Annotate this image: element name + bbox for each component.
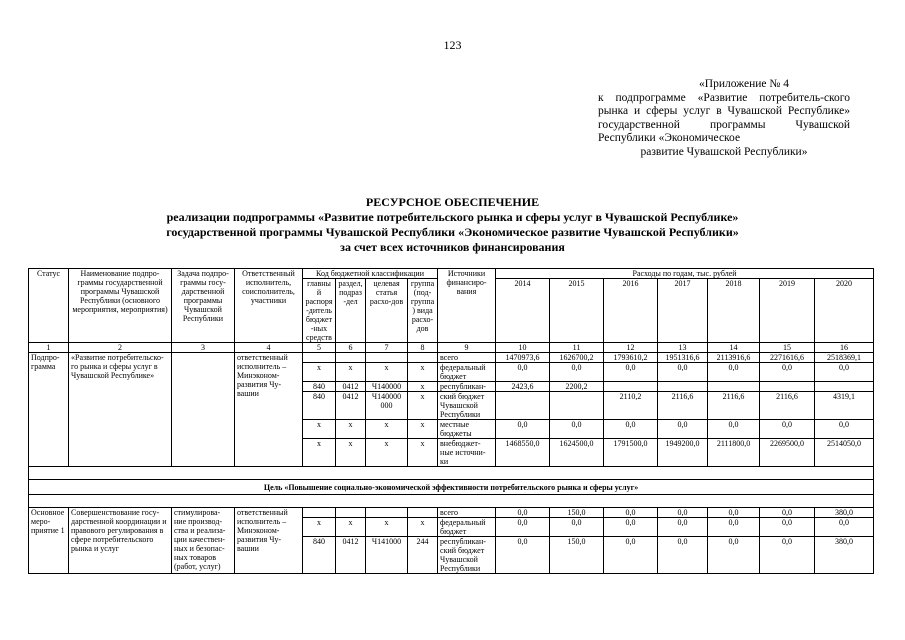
- header-task: Задача подпро-граммы госу-дарственной программы Чувашской Республики: [172, 269, 235, 343]
- rzpr-cell: 0412: [336, 537, 366, 574]
- status-cell: Подпро-грамма: [29, 353, 69, 467]
- vr-cell: х: [408, 518, 438, 537]
- expense-cell: 0,0: [604, 537, 658, 574]
- expense-cell: 1793610,2: [604, 353, 658, 363]
- csr-cell: [366, 508, 408, 518]
- expense-cell: 150,0: [550, 508, 604, 518]
- expense-cell: 1791500,0: [604, 439, 658, 467]
- source-cell: республикан-: [438, 382, 496, 392]
- rzpr-cell: [336, 508, 366, 518]
- expense-cell: 1624500,0: [550, 439, 604, 467]
- expense-cell: 1468550,0: [496, 439, 550, 467]
- csr-cell: Ч141000: [366, 537, 408, 574]
- vr-cell: [408, 508, 438, 518]
- expense-cell: 1951316,6: [658, 353, 708, 363]
- column-number: 15: [760, 343, 815, 353]
- expense-cell: 0,0: [496, 363, 550, 382]
- grbs-cell: х: [303, 518, 336, 537]
- expense-cell: [550, 392, 604, 420]
- source-cell: ский бюджет Чувашской Республики: [438, 392, 496, 420]
- column-number: 7: [366, 343, 408, 353]
- rzpr-cell: 0412: [336, 392, 366, 420]
- appendix-line-3: развитие Чувашской Республики»: [640, 145, 808, 158]
- page-number: 123: [443, 38, 462, 52]
- grbs-cell: 840: [303, 537, 336, 574]
- grbs-cell: 840: [303, 382, 336, 392]
- goal-text: Цель «Повышение социально-экономической эффективности потребительского рынка и сферы услуг»: [29, 480, 874, 495]
- expense-cell: 0,0: [658, 508, 708, 518]
- source-cell: республикан-ский бюджет Чувашской Республики: [438, 537, 496, 574]
- responsible-cell: ответственный исполнитель – Минэконом-развития Чу-вашии: [235, 508, 303, 574]
- expense-cell: 0,0: [658, 537, 708, 574]
- table-row: [29, 353, 874, 363]
- header-responsible: Ответственный исполнитель, соисполнитель, участники: [235, 269, 303, 343]
- expense-cell: 0,0: [708, 363, 760, 382]
- expense-cell: 0,0: [550, 363, 604, 382]
- column-number: 5: [303, 343, 336, 353]
- title-line-3: государственной программы Чувашской Республики «Экономическое развитие Чувашской Республики»: [166, 225, 739, 239]
- appendix-line-2: к подпрограмме «Развитие потребитель-ского рынка и сферы услуг в Чувашской Республике» государственной программы Чувашской Республики «Экономическое: [598, 91, 850, 144]
- vr-cell: х: [408, 392, 438, 420]
- expense-cell: 2111800,0: [708, 439, 760, 467]
- expense-cell: 2514050,0: [815, 439, 874, 467]
- expense-cell: [604, 382, 658, 392]
- expense-cell: 0,0: [496, 518, 550, 537]
- column-number: 3: [172, 343, 235, 353]
- expense-cell: 0,0: [496, 508, 550, 518]
- goal-row: [29, 480, 874, 495]
- expense-cell: 2116,6: [658, 392, 708, 420]
- csr-cell: Ч140000: [366, 382, 408, 392]
- expense-cell: 1949200,0: [658, 439, 708, 467]
- column-number: 6: [336, 343, 366, 353]
- task-cell: [172, 353, 235, 467]
- spacer-cell: [29, 467, 874, 480]
- header-vr: группа (под-группа) вида расхо-дов: [408, 279, 438, 343]
- csr-cell: х: [366, 420, 408, 439]
- header-grbs: главный распоря-дитель бюджет-ных средств: [303, 279, 336, 343]
- expense-cell: 0,0: [760, 537, 815, 574]
- expense-cell: 2518369,1: [815, 353, 874, 363]
- header-year: 2017: [658, 279, 708, 343]
- expense-cell: 0,0: [658, 363, 708, 382]
- header-name: Наименование подпро-граммы государственной программы Чувашской Республики (основного мероприятия, мероприятия): [69, 269, 172, 343]
- vr-cell: [408, 353, 438, 363]
- expense-cell: 0,0: [550, 420, 604, 439]
- column-number: 13: [658, 343, 708, 353]
- title-line-4: за счет всех источников финансирования: [340, 240, 565, 254]
- header-budget-code: Код бюджетной классификации: [303, 269, 438, 279]
- column-number: 10: [496, 343, 550, 353]
- header-year: 2019: [760, 279, 815, 343]
- expense-cell: 380,0: [815, 537, 874, 574]
- header-year: 2014: [496, 279, 550, 343]
- source-cell: местные бюджеты: [438, 420, 496, 439]
- expense-cell: 2271616,6: [760, 353, 815, 363]
- column-number: 12: [604, 343, 658, 353]
- expense-cell: [815, 382, 874, 392]
- header-row-1: [29, 269, 874, 279]
- expense-cell: 2269500,0: [760, 439, 815, 467]
- expense-cell: 0,0: [658, 420, 708, 439]
- header-rzpr: раздел, подраз-дел: [336, 279, 366, 343]
- expense-cell: 0,0: [760, 518, 815, 537]
- title-line-1: РЕСУРСНОЕ ОБЕСПЕЧЕНИЕ: [365, 195, 540, 209]
- grbs-cell: [303, 353, 336, 363]
- column-number: 16: [815, 343, 874, 353]
- expense-cell: 0,0: [604, 420, 658, 439]
- expense-cell: [760, 382, 815, 392]
- appendix-line-1: «Приложение № 4: [699, 78, 789, 90]
- column-number: 4: [235, 343, 303, 353]
- expense-cell: [496, 392, 550, 420]
- expense-cell: 0,0: [708, 508, 760, 518]
- expense-cell: 380,0: [815, 508, 874, 518]
- csr-cell: Ч140000 000: [366, 392, 408, 420]
- responsible-cell: ответственный исполнитель – Минэконом-развития Чу-вашии: [235, 353, 303, 467]
- expense-cell: 0,0: [815, 363, 874, 382]
- spacer-row: [29, 467, 874, 480]
- header-year: 2015: [550, 279, 604, 343]
- expense-cell: 0,0: [708, 537, 760, 574]
- column-numbers-row: [29, 343, 874, 353]
- expense-cell: 0,0: [496, 537, 550, 574]
- source-cell: федеральный бюджет: [438, 363, 496, 382]
- vr-cell: х: [408, 420, 438, 439]
- csr-cell: х: [366, 363, 408, 382]
- source-cell: федеральный бюджет: [438, 518, 496, 537]
- column-number: 11: [550, 343, 604, 353]
- expense-cell: 0,0: [815, 518, 874, 537]
- grbs-cell: х: [303, 420, 336, 439]
- grbs-cell: х: [303, 439, 336, 467]
- header-csr: целевая статья расхо-дов: [366, 279, 408, 343]
- expense-cell: 0,0: [496, 420, 550, 439]
- resource-table: [28, 268, 874, 574]
- expense-cell: 150,0: [550, 537, 604, 574]
- expense-cell: 0,0: [760, 508, 815, 518]
- header-source: Источники финансиро-вания: [438, 269, 496, 343]
- expense-cell: [708, 382, 760, 392]
- expense-cell: 2110,2: [604, 392, 658, 420]
- expense-cell: 0,0: [550, 518, 604, 537]
- rzpr-cell: х: [336, 363, 366, 382]
- header-expenses: Расходы по годам, тыс. рублей: [496, 269, 874, 279]
- column-number: 9: [438, 343, 496, 353]
- expense-cell: 0,0: [604, 363, 658, 382]
- spacer-row: [29, 495, 874, 508]
- source-cell: всего: [438, 508, 496, 518]
- expense-cell: 0,0: [708, 420, 760, 439]
- expense-cell: 0,0: [604, 518, 658, 537]
- vr-cell: х: [408, 363, 438, 382]
- csr-cell: [366, 353, 408, 363]
- expense-cell: 0,0: [760, 420, 815, 439]
- header-year: 2020: [815, 279, 874, 343]
- rzpr-cell: х: [336, 420, 366, 439]
- rzpr-cell: [336, 353, 366, 363]
- spacer-cell: [29, 495, 874, 508]
- task-cell: стимулирова-ние производ-ства и реализа-ции качествен-ных и безопас-ных товаров (работ, услуг): [172, 508, 235, 574]
- expense-cell: 1470973,6: [496, 353, 550, 363]
- csr-cell: х: [366, 518, 408, 537]
- expense-cell: 0,0: [815, 420, 874, 439]
- header-status: Статус: [29, 269, 69, 343]
- grbs-cell: 840: [303, 392, 336, 420]
- vr-cell: 244: [408, 537, 438, 574]
- expense-cell: 0,0: [658, 518, 708, 537]
- column-number: 1: [29, 343, 69, 353]
- expense-cell: 2423,6: [496, 382, 550, 392]
- expense-cell: 0,0: [604, 508, 658, 518]
- expense-cell: [658, 382, 708, 392]
- appendix-note: [598, 78, 850, 159]
- source-cell: всего: [438, 353, 496, 363]
- column-number: 8: [408, 343, 438, 353]
- vr-cell: х: [408, 439, 438, 467]
- expense-cell: 2113916,6: [708, 353, 760, 363]
- vr-cell: х: [408, 382, 438, 392]
- name-cell: Совершенствование госу-дарственной координации и правового регулирования в сфере потребительского рынка и услуг: [69, 508, 172, 574]
- table-row: [29, 508, 874, 518]
- expense-cell: 2200,2: [550, 382, 604, 392]
- status-cell: Основное меро-приятие 1: [29, 508, 69, 574]
- header-year: 2016: [604, 279, 658, 343]
- source-cell: внебюджет-ные источни-ки: [438, 439, 496, 467]
- expense-cell: 4319,1: [815, 392, 874, 420]
- grbs-cell: [303, 508, 336, 518]
- expense-cell: 0,0: [708, 518, 760, 537]
- csr-cell: х: [366, 439, 408, 467]
- expense-cell: 2116,6: [708, 392, 760, 420]
- rzpr-cell: 0412: [336, 382, 366, 392]
- header-year: 2018: [708, 279, 760, 343]
- title-line-2: реализации подпрограммы «Развитие потребительского рынка и сферы услуг в Чувашской Республике»: [166, 210, 739, 224]
- grbs-cell: х: [303, 363, 336, 382]
- expense-cell: 2116,6: [760, 392, 815, 420]
- document-title: [0, 195, 905, 255]
- expense-cell: 0,0: [760, 363, 815, 382]
- rzpr-cell: х: [336, 518, 366, 537]
- column-number: 2: [69, 343, 172, 353]
- column-number: 14: [708, 343, 760, 353]
- rzpr-cell: х: [336, 439, 366, 467]
- name-cell: «Развитие потребительско-го рынка и сферы услуг в Чувашской Республике»: [69, 353, 172, 467]
- expense-cell: 1626700,2: [550, 353, 604, 363]
